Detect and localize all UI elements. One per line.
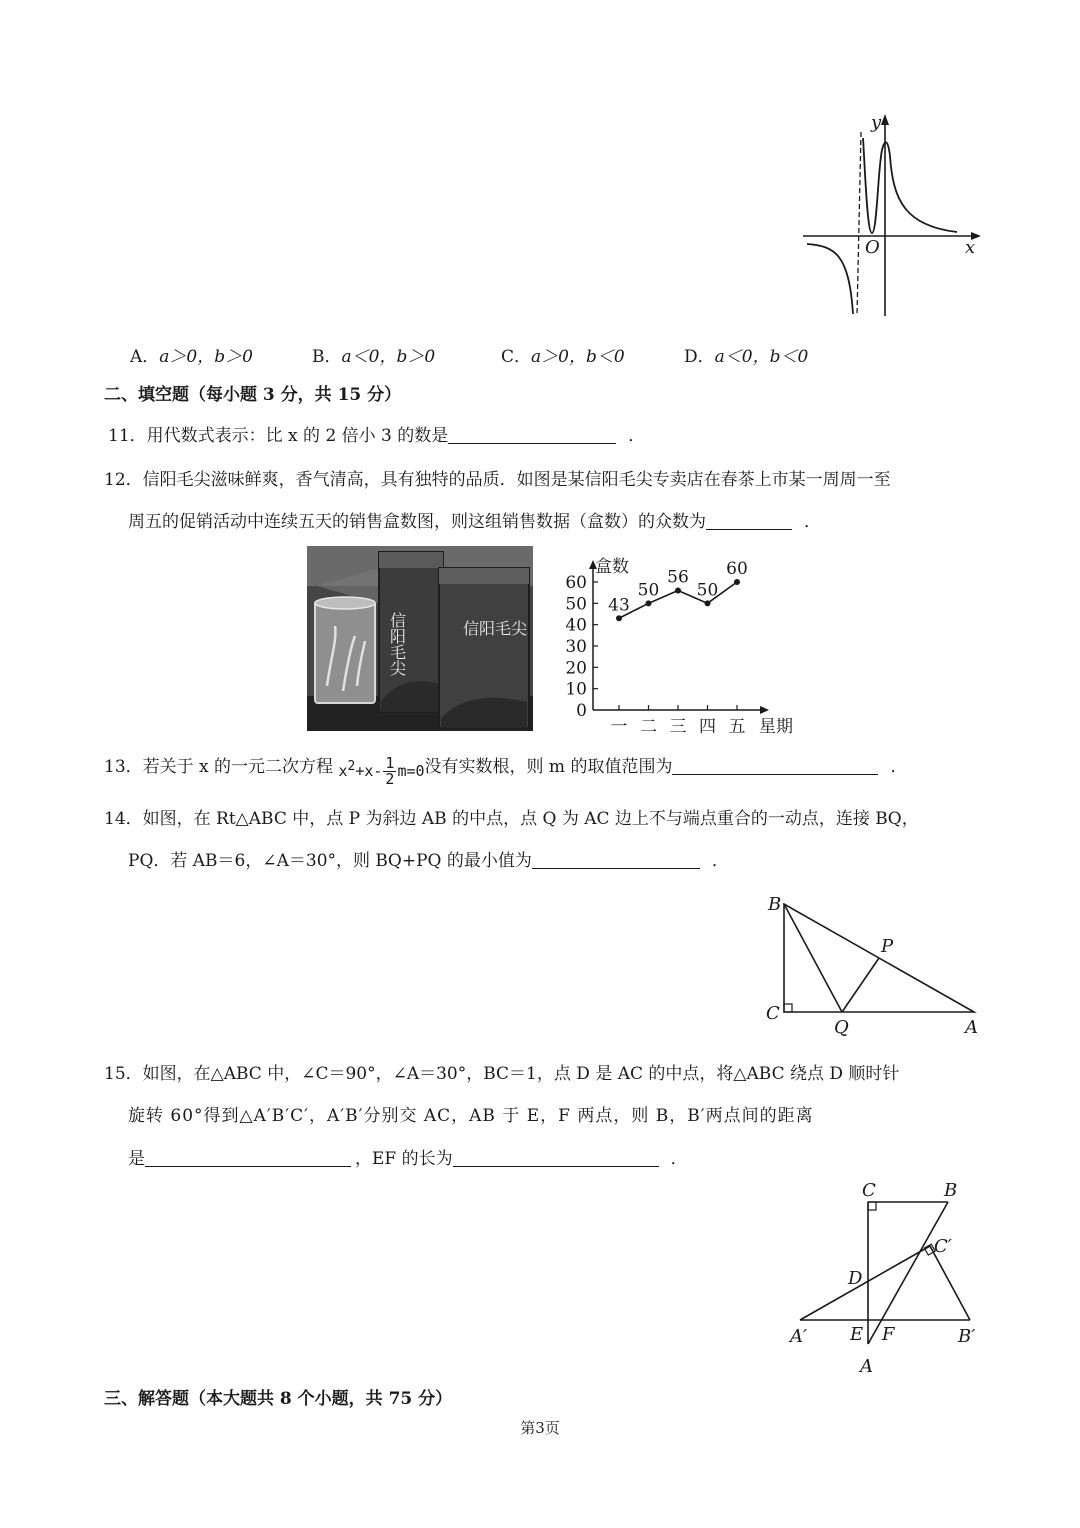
q15-number: 15． — [104, 1064, 143, 1084]
chart-y-tick-label: 50 — [565, 594, 587, 615]
q15-line-3-a: 是 — [128, 1149, 145, 1169]
chart-x-tick-label: 四 — [699, 717, 716, 737]
chart-data-point — [616, 615, 622, 621]
chart-data-point — [734, 579, 740, 585]
curve-middle — [863, 138, 957, 233]
label-c: C — [862, 1180, 876, 1201]
question-11 — [104, 425, 645, 447]
chart-data-label: 50 — [637, 580, 660, 601]
chart-x-tick-label: 三 — [669, 717, 687, 737]
option-c[interactable] — [501, 342, 625, 367]
label-b-prime: B′ — [958, 1326, 976, 1347]
q15-rotation-figure — [780, 1172, 990, 1382]
y-axis-arrow — [881, 114, 889, 125]
chart-x-tick-label: 五 — [728, 717, 746, 737]
q13-equation — [338, 756, 424, 787]
q13-end: ． — [890, 757, 908, 777]
section-3-title: 三、解答题（本大题共 8 个小题，共 75 分） — [104, 1389, 453, 1409]
q11-answer-blank[interactable] — [448, 425, 616, 444]
tea-photo — [307, 546, 533, 731]
q12-end: ． — [804, 512, 821, 532]
q12-line-2-text: 周五的促销活动中连续五天的销售盒数图，则这组销售数据（盒数）的众数为 — [128, 512, 706, 532]
x-axis-label: x — [965, 237, 976, 258]
label-p: P — [881, 936, 894, 957]
section-2-title: 二、填空题（每小题 3 分，共 15 分） — [104, 385, 402, 405]
label-a-prime: A′ — [790, 1326, 808, 1347]
q10-function-graph — [795, 108, 990, 323]
chart-series — [608, 559, 748, 621]
chart-y-tick-label: 0 — [576, 701, 587, 721]
asymptote — [857, 132, 861, 316]
eq-frac-numerator: 1 — [385, 754, 395, 772]
q15-answer-blank-2[interactable] — [453, 1148, 659, 1167]
label-f: F — [882, 1324, 895, 1345]
option-b-text: a＜0，b＞0 — [341, 347, 436, 367]
option-c-letter: C． — [501, 347, 532, 367]
chart-y-tick-label: 30 — [565, 637, 587, 657]
chart-x-tick-label: 一 — [610, 717, 628, 737]
chart-y-tick-label: 20 — [565, 658, 587, 679]
question-14-line-2 — [128, 850, 729, 872]
q15-answer-blank-1[interactable] — [145, 1148, 351, 1167]
tin-2-label: 信阳毛尖 — [463, 619, 528, 638]
chart-data-label: 56 — [667, 567, 689, 588]
chart-x-tick-label: 二 — [640, 717, 657, 737]
chart-y-axis-title: 盒数 — [595, 557, 629, 577]
label-b: B — [944, 1180, 958, 1201]
chart-x-arrow — [760, 706, 769, 714]
q11-text: 用代数式表示：比 x 的 2 倍小 3 的数是 — [146, 426, 449, 446]
option-d-letter: D． — [684, 347, 715, 367]
chart-data-point — [675, 588, 681, 594]
q11-number: 11． — [108, 426, 147, 446]
eq-fraction — [383, 756, 396, 787]
q14-end: ． — [711, 851, 729, 871]
option-b-letter: B． — [312, 347, 342, 367]
question-15-line-2 — [128, 1105, 814, 1127]
tea-photo-drawing — [307, 546, 533, 731]
option-d-text: a＜0，b＜0 — [714, 347, 809, 367]
option-a-letter: A． — [130, 347, 160, 367]
option-a-text: a＞0，b＞0 — [159, 347, 253, 367]
curve-left — [807, 244, 853, 314]
q13-text-a: 若关于 x 的一元二次方程 — [142, 757, 334, 777]
label-a: A — [965, 1017, 978, 1038]
question-14-line-1 — [104, 808, 919, 830]
chart-y-tick-label: 60 — [565, 573, 587, 593]
chart-data-label: 60 — [726, 559, 748, 579]
q12-number: 12． — [104, 470, 143, 490]
eq-exponent: 2 — [347, 759, 356, 774]
q14-triangle-figure — [760, 888, 990, 1038]
eq-x: x — [338, 762, 348, 780]
question-12-line-2 — [128, 511, 821, 533]
question-12-line-1 — [104, 469, 891, 491]
q11-end: ． — [628, 426, 646, 446]
label-c: C — [766, 1003, 780, 1024]
label-d: D — [848, 1268, 863, 1289]
label-c-prime: C′ — [934, 1236, 952, 1257]
q15-end: ． — [670, 1149, 688, 1169]
chart-data-point — [705, 600, 711, 606]
chart-x-axis-title: 星期 — [759, 717, 793, 737]
tin-1-label: 信阳毛尖 — [387, 612, 407, 676]
y-axis-label: y — [871, 112, 882, 133]
q15-line-2-text: 旋转 60°得到△A′B′C′，A′B′分别交 AC，AB 于 E，F 两点，则 B，B′两点间的距离 — [128, 1106, 814, 1126]
q14-number: 14． — [104, 809, 143, 829]
q13-answer-blank[interactable] — [672, 756, 878, 775]
chart-data-label: 50 — [696, 580, 719, 601]
label-q: Q — [834, 1017, 849, 1038]
question-15-line-1 — [104, 1063, 899, 1085]
question-13 — [104, 756, 907, 787]
chart-y-tick-label: 10 — [565, 679, 587, 700]
eq-plus-x: +x- — [355, 762, 383, 780]
sales-line-chart — [555, 552, 815, 740]
q14-line-1-text: 如图，在 Rt△ABC 中，点 P 为斜边 AB 的中点，点 Q 为 AC 边上不与端点重合的一动点，连接 BQ， — [142, 809, 919, 829]
option-a[interactable] — [130, 342, 253, 367]
label-a: A — [860, 1356, 873, 1377]
q13-text-b: 没有实数根，则 m 的取值范围为 — [424, 757, 673, 777]
chart-y-tick-label: 40 — [565, 615, 587, 636]
origin-label: O — [865, 237, 880, 258]
q14-line-2-text: PQ．若 AB＝6，∠A＝30°，则 BQ+PQ 的最小值为 — [128, 851, 532, 871]
q14-answer-blank[interactable] — [532, 850, 700, 869]
page-number: 第3页 — [520, 1419, 560, 1437]
q13-number: 13． — [104, 757, 143, 777]
label-b: B — [768, 894, 782, 915]
eq-m: m=0 — [397, 762, 425, 780]
chart-data-point — [646, 600, 652, 606]
glass — [315, 601, 375, 703]
chart-data-label: 43 — [608, 595, 630, 616]
q15-line-1-text: 如图，在△ABC 中，∠C＝90°，∠A＝30°，BC＝1，点 D 是 AC 的中点，将△ABC 绕点 D 顺时针 — [142, 1064, 900, 1084]
eq-frac-denominator: 2 — [385, 770, 395, 788]
q12-answer-blank[interactable] — [706, 511, 792, 530]
option-c-text: a＞0，b＜0 — [531, 347, 625, 367]
option-d[interactable] — [684, 342, 808, 367]
q15-line-3-b: ，EF 的长为 — [355, 1149, 453, 1169]
option-b[interactable] — [312, 342, 435, 367]
question-15-line-3 — [128, 1148, 688, 1170]
label-e: E — [850, 1324, 864, 1345]
q12-line-1-text: 信阳毛尖滋味鲜爽，香气清高，具有独特的品质．如图是某信阳毛尖专卖店在春茶上市某一周周一至 — [142, 470, 891, 490]
